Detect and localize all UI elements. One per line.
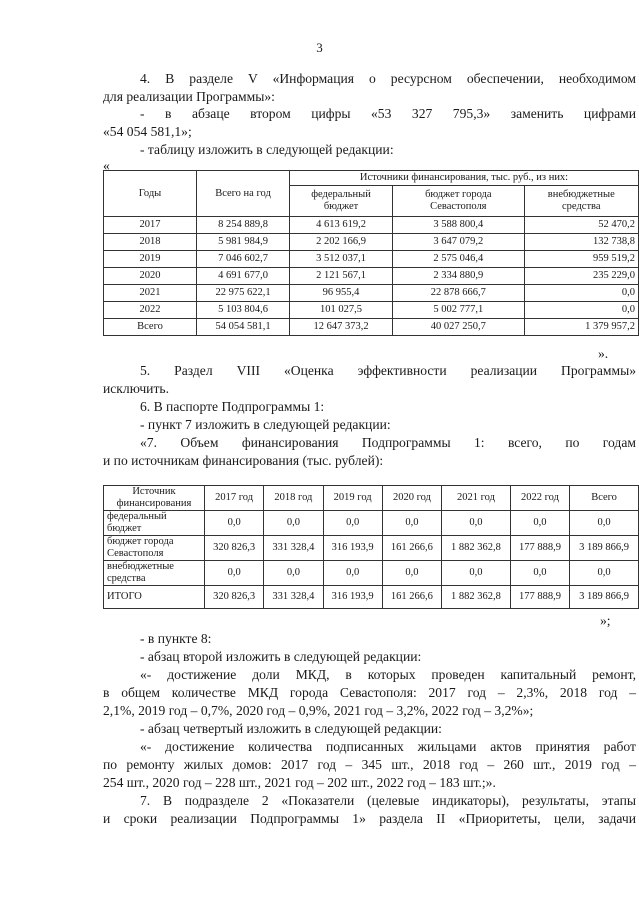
cell-year: 2019 <box>104 251 197 268</box>
cell-total: 7 046 602,7 <box>197 251 290 268</box>
value-cell: 0,0 <box>205 511 264 536</box>
cell-city: 3 588 800,4 <box>393 217 524 234</box>
cell-extra: 132 738,8 <box>524 234 638 251</box>
value-cell: 161 266,6 <box>382 536 441 561</box>
row-label: внебюджетные средства <box>104 561 205 586</box>
p8-line2: - абзац второй изложить в следующей редакции: <box>140 649 422 664</box>
th-extra: внебюджетные средства <box>524 186 638 217</box>
value-cell: 316 193,9 <box>323 536 382 561</box>
value-cell: 331 328,4 <box>264 586 323 609</box>
value-cell: 0,0 <box>382 561 441 586</box>
row-label: федеральный бюджет <box>104 511 205 536</box>
cell-total: 22 975 622,1 <box>197 285 290 302</box>
cell-fed: 2 121 567,1 <box>290 268 393 285</box>
value-cell: 0,0 <box>442 511 511 536</box>
header-cell: 2020 год <box>382 486 441 511</box>
value-cell: 320 826,3 <box>205 536 264 561</box>
header-cell: 2021 год <box>442 486 511 511</box>
p8-line1: - в пункте 8: <box>140 631 212 646</box>
row-label: ИТОГО <box>104 586 205 609</box>
value-cell: 0,0 <box>570 561 639 586</box>
cell-year: 2020 <box>104 268 197 285</box>
header-cell: 2017 год <box>205 486 264 511</box>
header-cell: 2019 год <box>323 486 382 511</box>
s4-line3: - в абзаце втором цифры «53 327 795,3» заменить цифрами <box>140 106 636 121</box>
header-cell: 2022 год <box>510 486 569 511</box>
cell-total: 54 054 581,1 <box>197 319 290 336</box>
table-row <box>104 234 639 251</box>
s5-line1: 5. Раздел VIII «Оценка эффективности реализации Программы» <box>140 363 636 378</box>
cell-extra: 52 470,2 <box>524 217 638 234</box>
page-number: 3 <box>316 40 323 55</box>
table-row <box>104 561 639 586</box>
row-label: бюджет города Севастополя <box>104 536 205 561</box>
header-cell: Всего <box>570 486 639 511</box>
cell-fed: 101 027,5 <box>290 302 393 319</box>
cell-year: 2022 <box>104 302 197 319</box>
s5-line2: исключить. <box>103 381 169 396</box>
value-cell: 0,0 <box>323 561 382 586</box>
cell-city: 2 334 880,9 <box>393 268 524 285</box>
th-total: Всего на год <box>197 171 290 217</box>
s6-line2: - пункт 7 изложить в следующей редакции: <box>140 417 391 432</box>
value-cell: 0,0 <box>382 511 441 536</box>
table-row <box>104 268 639 285</box>
table1-close: ». <box>598 346 609 361</box>
value-cell: 0,0 <box>510 561 569 586</box>
value-cell: 3 189 866,9 <box>570 536 639 561</box>
cell-city: 2 575 046,4 <box>393 251 524 268</box>
cell-fed: 3 512 037,1 <box>290 251 393 268</box>
p8-line4: в общем количестве МКД города Севастополя: 2017 год – 2,3%, 2018 год – <box>103 685 636 700</box>
th-city: бюджет города Севастополя <box>393 186 524 217</box>
cell-total: 5 103 804,6 <box>197 302 290 319</box>
cell-extra: 0,0 <box>524 285 638 302</box>
cell-city: 40 027 250,7 <box>393 319 524 336</box>
open-quote: « <box>103 158 110 173</box>
value-cell: 0,0 <box>510 511 569 536</box>
value-cell: 0,0 <box>323 511 382 536</box>
value-cell: 177 888,9 <box>510 536 569 561</box>
s7-line2: и сроки реализации Подпрограммы 1» раздела II «Приоритеты, цели, задачи <box>103 811 636 826</box>
cell-fed: 4 613 619,2 <box>290 217 393 234</box>
cell-extra: 0,0 <box>524 302 638 319</box>
p8-line9: 254 шт., 2020 год – 228 шт., 2021 год – 202 шт., 2022 год – 183 шт.;». <box>103 775 496 790</box>
value-cell: 1 882 362,8 <box>442 536 511 561</box>
table-row <box>104 251 639 268</box>
s4-line5: - таблицу изложить в следующей редакции: <box>140 142 394 157</box>
table-row <box>104 536 639 561</box>
s6-line1: 6. В паспорте Подпрограммы 1: <box>140 399 325 414</box>
p8-line5: 2,1%, 2019 год – 0,7%, 2020 год – 0,9%, 2021 год – 3,2%, 2022 год – 3,2%»; <box>103 703 534 718</box>
p8-line7: «- достижение количества подписанных жильцами актов принятия работ <box>140 739 636 754</box>
cell-year: 2018 <box>104 234 197 251</box>
table-row <box>104 217 639 234</box>
p8-line8: по ремонту жилых домов: 2017 год – 345 шт., 2018 год – 260 шт., 2019 год – <box>103 757 636 772</box>
value-cell: 1 882 362,8 <box>442 586 511 609</box>
cell-fed: 12 647 373,2 <box>290 319 393 336</box>
p8-line3: «- достижение доли МКД, в которых проведен капитальный ремонт, <box>140 667 636 682</box>
value-cell: 0,0 <box>442 561 511 586</box>
value-cell: 161 266,6 <box>382 586 441 609</box>
s7-line1: 7. В подразделе 2 «Показатели (целевые индикаторы), результаты, этапы <box>140 793 636 808</box>
header-cell: 2018 год <box>264 486 323 511</box>
s4-line1: 4. В разделе V «Информация о ресурсном обеспечении, необходимом <box>140 71 636 86</box>
cell-fed: 96 955,4 <box>290 285 393 302</box>
table-row <box>104 511 639 536</box>
p8-line6: - абзац четвертый изложить в следующей редакции: <box>140 721 442 736</box>
s6-line3: «7. Объем финансирования Подпрограммы 1: всего, по годам <box>140 435 636 450</box>
s4-line2: для реализации Программы»: <box>103 89 275 104</box>
table-row <box>104 302 639 319</box>
table-row <box>104 586 639 609</box>
th-fed: федеральный бюджет <box>290 186 393 217</box>
value-cell: 0,0 <box>570 511 639 536</box>
th-sources: Источники финансирования, тыс. руб., из них: <box>290 171 639 186</box>
value-cell: 0,0 <box>264 561 323 586</box>
cell-total: 8 254 889,8 <box>197 217 290 234</box>
cell-fed: 2 202 166,9 <box>290 234 393 251</box>
table-row <box>104 319 639 336</box>
cell-extra: 1 379 957,2 <box>524 319 638 336</box>
cell-extra: 235 229,0 <box>524 268 638 285</box>
cell-total: 5 981 984,9 <box>197 234 290 251</box>
value-cell: 0,0 <box>264 511 323 536</box>
table-row <box>104 285 639 302</box>
value-cell: 3 189 866,9 <box>570 586 639 609</box>
s4-line4: «54 054 581,1»; <box>103 124 192 139</box>
cell-year: 2021 <box>104 285 197 302</box>
table2-close: »; <box>600 613 611 628</box>
value-cell: 177 888,9 <box>510 586 569 609</box>
value-cell: 320 826,3 <box>205 586 264 609</box>
funding-table <box>103 170 639 336</box>
subprogram-funding-table <box>103 485 639 609</box>
cell-year: 2017 <box>104 217 197 234</box>
cell-city: 5 002 777,1 <box>393 302 524 319</box>
cell-extra: 959 519,2 <box>524 251 638 268</box>
s6-line4: и по источникам финансирования (тыс. рублей): <box>103 453 384 468</box>
cell-year: Всего <box>104 319 197 336</box>
header-cell: Источник финансирования <box>104 486 205 511</box>
cell-city: 22 878 666,7 <box>393 285 524 302</box>
value-cell: 0,0 <box>205 561 264 586</box>
cell-total: 4 691 677,0 <box>197 268 290 285</box>
cell-city: 3 647 079,2 <box>393 234 524 251</box>
value-cell: 316 193,9 <box>323 586 382 609</box>
th-years: Годы <box>104 171 197 217</box>
value-cell: 331 328,4 <box>264 536 323 561</box>
